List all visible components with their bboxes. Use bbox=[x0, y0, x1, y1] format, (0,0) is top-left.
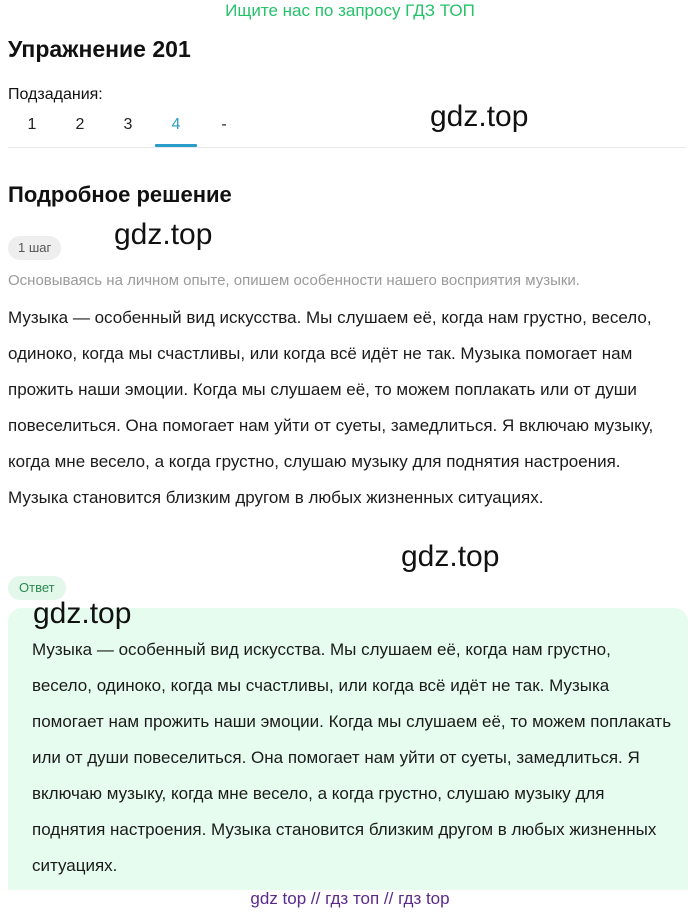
solution-text: Музыка — особенный вид искусства. Мы слушаем её, когда нам грустно, весело, одиноко, когда мы счастливы, или когда всё идёт не так. Музыка помогает нам прожить наши эмоции. Когда мы слушаем её, то можем поплакать или от души повеселиться. Она помогает нам уйти от суеты, замедлиться. Я включаю музыку, когда мне весело, а когда грустно, слушаю музыку для поднятия настроения. Музыка становится близким другом в любых жизненных ситуациях. bbox=[8, 308, 654, 507]
watermark: gdz.top bbox=[401, 540, 500, 573]
watermark: gdz.top bbox=[430, 100, 529, 133]
tab-subtask-dash[interactable]: - bbox=[221, 116, 227, 133]
answer-box bbox=[8, 608, 688, 890]
answer-text: Музыка — особенный вид искусства. Мы слушаем её, когда нам грустно, весело, одиноко, когда мы счастливы, или когда всё идёт не так. Музыка помогает нам прожить наши эмоции. Когда мы слушаем её, то можем поплакать или от души повеселиться. Она помогает нам уйти от суеты, замедлиться. Я включаю музыку, когда мне весело, а когда грустно, слушаю музыку для поднятия настроения. Музыка становится близким другом в любых жизненных ситуациях. bbox=[32, 640, 672, 875]
step-badge: 1 шаг bbox=[8, 236, 61, 260]
divider bbox=[8, 147, 686, 148]
watermark: gdz.top bbox=[33, 597, 132, 630]
tab-subtask-2[interactable]: 2 bbox=[75, 116, 85, 133]
solution-title: Подробное решение bbox=[8, 182, 232, 207]
tab-subtask-3[interactable]: 3 bbox=[123, 116, 133, 133]
promo-banner[interactable]: Ищите нас по запросу ГДЗ ТОП bbox=[225, 1, 475, 20]
footer-links[interactable]: gdz top // гдз топ // гдз top bbox=[250, 889, 450, 908]
tab-subtask-4[interactable]: 4 bbox=[152, 112, 200, 146]
answer-badge: Ответ bbox=[8, 576, 66, 600]
tab-subtask-1[interactable]: 1 bbox=[27, 116, 37, 133]
watermark: gdz.top bbox=[114, 218, 213, 251]
solution-hint: Основываясь на личном опыте, опишем особенности нашего восприятия музыки. bbox=[8, 272, 580, 289]
subtask-tabs bbox=[8, 112, 248, 148]
page-title: Упражнение 201 bbox=[8, 36, 191, 62]
subtasks-label: Подзадания: bbox=[8, 86, 103, 103]
